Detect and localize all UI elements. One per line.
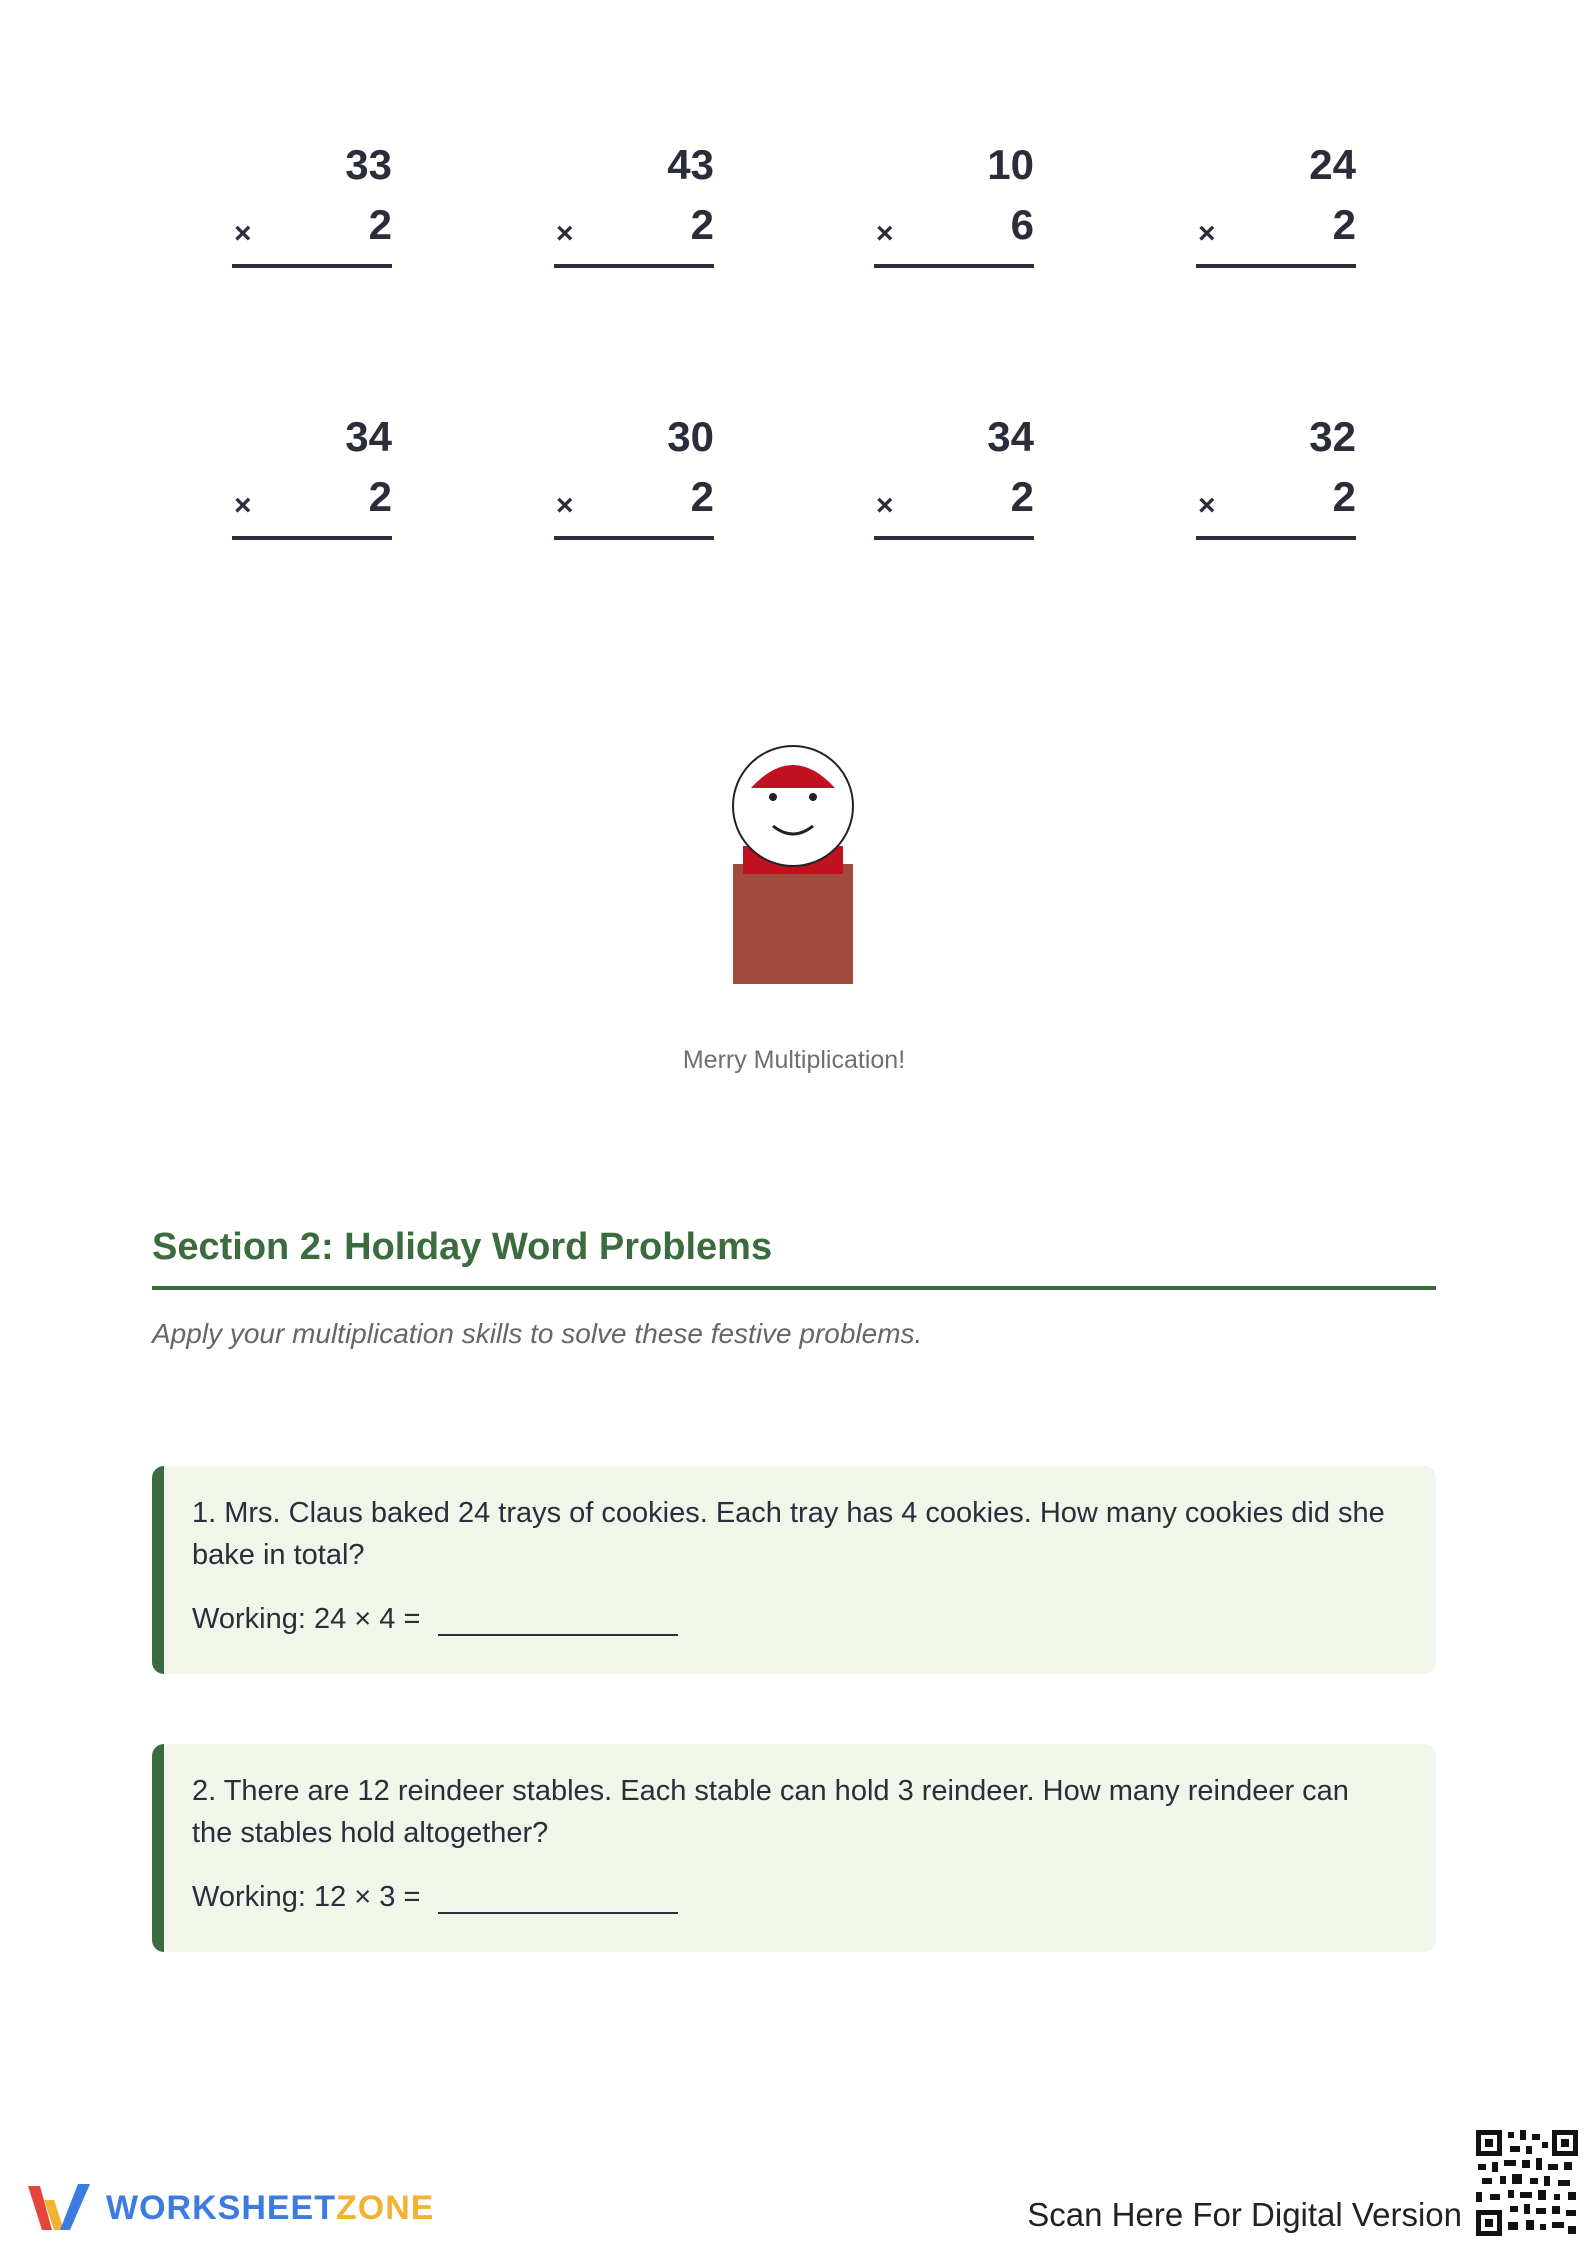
problem-bottom-number: 2 bbox=[1010, 473, 1034, 520]
santa-illustration bbox=[725, 742, 855, 992]
problem-top-number: 32 bbox=[1309, 413, 1356, 460]
logo-w-icon bbox=[26, 2180, 92, 2236]
multiply-sign: × bbox=[556, 217, 574, 250]
answer-line bbox=[554, 536, 714, 540]
problem-3 bbox=[874, 141, 1034, 274]
worksheetzone-logo[interactable] bbox=[26, 2178, 434, 2238]
word-problem-text: 2. There are 12 reindeer stables. Each stable can hold 3 reindeer. How many reindeer can the stables hold altogether? bbox=[192, 1775, 1349, 1849]
working-row bbox=[192, 1878, 678, 1914]
problem-bottom-number: 2 bbox=[1332, 473, 1356, 520]
multiply-sign: × bbox=[556, 489, 574, 522]
problem-bottom-number: 2 bbox=[690, 473, 714, 520]
logo-text: WORKSHEETZONE bbox=[106, 2188, 435, 2227]
problem-6 bbox=[554, 413, 714, 546]
multiply-sign: × bbox=[876, 217, 894, 250]
answer-blank[interactable] bbox=[438, 1600, 678, 1636]
problem-top-number: 24 bbox=[1309, 141, 1356, 188]
working-row bbox=[192, 1600, 678, 1636]
section-title: Section 2: Holiday Word Problems bbox=[152, 1226, 773, 1268]
figure-head bbox=[733, 746, 853, 866]
scan-text: Scan Here For Digital Version bbox=[1027, 2196, 1462, 2233]
figure-body bbox=[733, 864, 853, 984]
word-problem-text: 1. Mrs. Claus baked 24 trays of cookies. Each tray has 4 cookies. How many cookies did she bake in total? bbox=[192, 1497, 1385, 1571]
answer-blank[interactable] bbox=[438, 1878, 678, 1914]
problem-bottom-number: 2 bbox=[690, 201, 714, 248]
problem-bottom-number: 2 bbox=[368, 473, 392, 520]
answer-line bbox=[874, 536, 1034, 540]
multiply-sign: × bbox=[876, 489, 894, 522]
answer-line bbox=[874, 264, 1034, 268]
problem-4 bbox=[1196, 141, 1356, 274]
figure-eye-left bbox=[769, 793, 777, 801]
figure-eye-right bbox=[809, 793, 817, 801]
problem-top-number: 34 bbox=[987, 413, 1034, 460]
answer-line bbox=[554, 264, 714, 268]
answer-line bbox=[232, 536, 392, 540]
section-divider bbox=[152, 1286, 1436, 1290]
multiplication-problems bbox=[0, 0, 1588, 560]
answer-line bbox=[1196, 536, 1356, 540]
section-subtitle: Apply your multiplication skills to solve these festive problems. bbox=[152, 1318, 923, 1349]
problem-top-number: 43 bbox=[667, 141, 714, 188]
problem-bottom-number: 2 bbox=[368, 201, 392, 248]
problem-bottom-number: 2 bbox=[1332, 201, 1356, 248]
problem-top-number: 33 bbox=[345, 141, 392, 188]
working-label: Working: 24 × 4 = bbox=[192, 1603, 421, 1635]
problem-2 bbox=[554, 141, 714, 274]
multiply-sign: × bbox=[1198, 489, 1216, 522]
problem-7 bbox=[874, 413, 1034, 546]
problem-8 bbox=[1196, 413, 1356, 546]
answer-line bbox=[232, 264, 392, 268]
multiply-sign: × bbox=[234, 489, 252, 522]
word-problem-card-2 bbox=[152, 1744, 1436, 1952]
answer-line bbox=[1196, 264, 1356, 268]
problem-bottom-number: 6 bbox=[1010, 201, 1034, 248]
problem-top-number: 34 bbox=[345, 413, 392, 460]
multiply-sign: × bbox=[234, 217, 252, 250]
illustration-caption: Merry Multiplication! bbox=[682, 1046, 906, 1074]
problem-1 bbox=[232, 141, 392, 274]
working-label: Working: 12 × 3 = bbox=[192, 1881, 421, 1913]
word-problem-card-1 bbox=[152, 1466, 1436, 1674]
multiply-sign: × bbox=[1198, 217, 1216, 250]
problem-top-number: 30 bbox=[667, 413, 714, 460]
qr-code-icon[interactable] bbox=[1474, 2128, 1580, 2238]
problem-top-number: 10 bbox=[987, 141, 1034, 188]
problem-5 bbox=[232, 413, 392, 546]
